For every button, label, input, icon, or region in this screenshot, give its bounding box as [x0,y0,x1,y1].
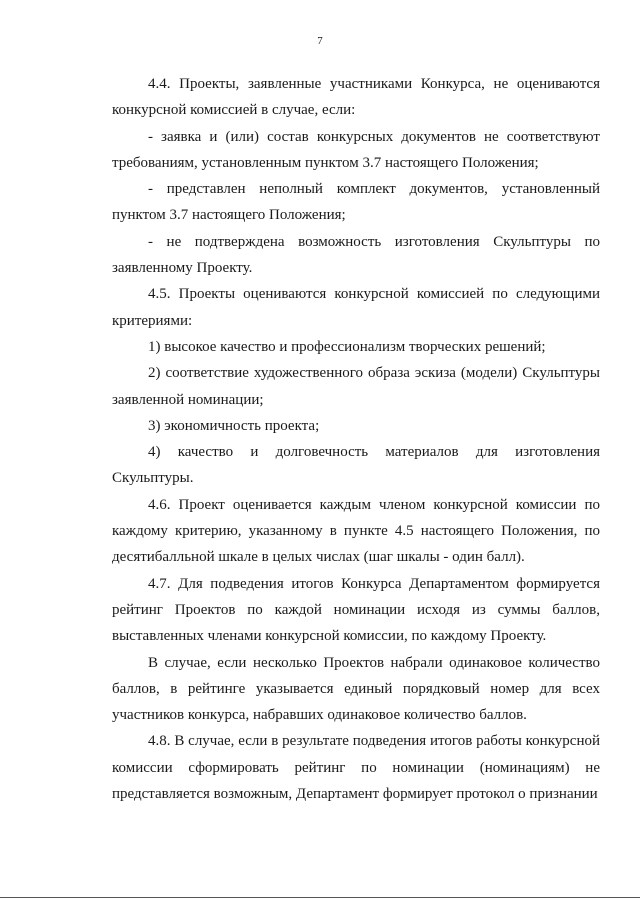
paragraph-4-4-item-1: - заявка и (или) состав конкурсных документов не соответствуют требованиям, установленным пунктом 3.7 настоящего Положения; [112,128,600,171]
paragraph-4-4: 4.4. Проекты, заявленные участниками Конкурса, не оцениваются конкурсной комиссией в случае, если: [112,76,600,119]
paragraph-4-6: 4.6. Проект оценивается каждым членом конкурсной комиссии по каждому критерию, указанному в пункте 4.5 настоящего Положения, по десятибалльной шкале в целых числах (шаг шкалы - один балл). [112,496,600,566]
page-number: 7 [317,35,323,47]
paragraph-4-7: 4.7. Для подведения итогов Конкурса Департаментом формируется рейтинг Проектов по каждой номинации исходя из суммы баллов, выставленных членами конкурсной комиссии, по каждому Проекту. [112,575,600,645]
criterion-3: 3) экономичность проекта; [148,417,320,434]
paragraph-4-5: 4.5. Проекты оцениваются конкурсной комиссией по следующими критериями: [112,286,600,329]
paragraph-4-8: 4.8. В случае, если в результате подведения итогов работы конкурсной комиссии сформировать рейтинг по номинации (номинациям) не представляется возможным, Департамент формирует протокол о признании [112,733,600,803]
page-bottom-edge [0,897,640,898]
criterion-4: 4) качество и долговечность материалов для изготовления Скульптуры. [112,444,600,487]
paragraph-4-4-item-2: - представлен неполный комплект документов, установленный пунктом 3.7 настоящего Положения; [112,181,600,224]
criterion-1: 1) высокое качество и профессионализм творческих решений; [148,338,546,355]
paragraph-tie-rule: В случае, если несколько Проектов набрали одинаковое количество баллов, в рейтинге указывается единый порядковый номер для всех участников конкурса, набравших одинаковое количество баллов. [112,654,600,724]
paragraph-4-4-item-3: - не подтверждена возможность изготовления Скульптуры по заявленному Проекту. [112,233,600,277]
document-body [112,71,600,807]
criterion-2: 2) соответствие художественного образа эскиза (модели) Скульптуры заявленной номинации; [112,365,600,408]
